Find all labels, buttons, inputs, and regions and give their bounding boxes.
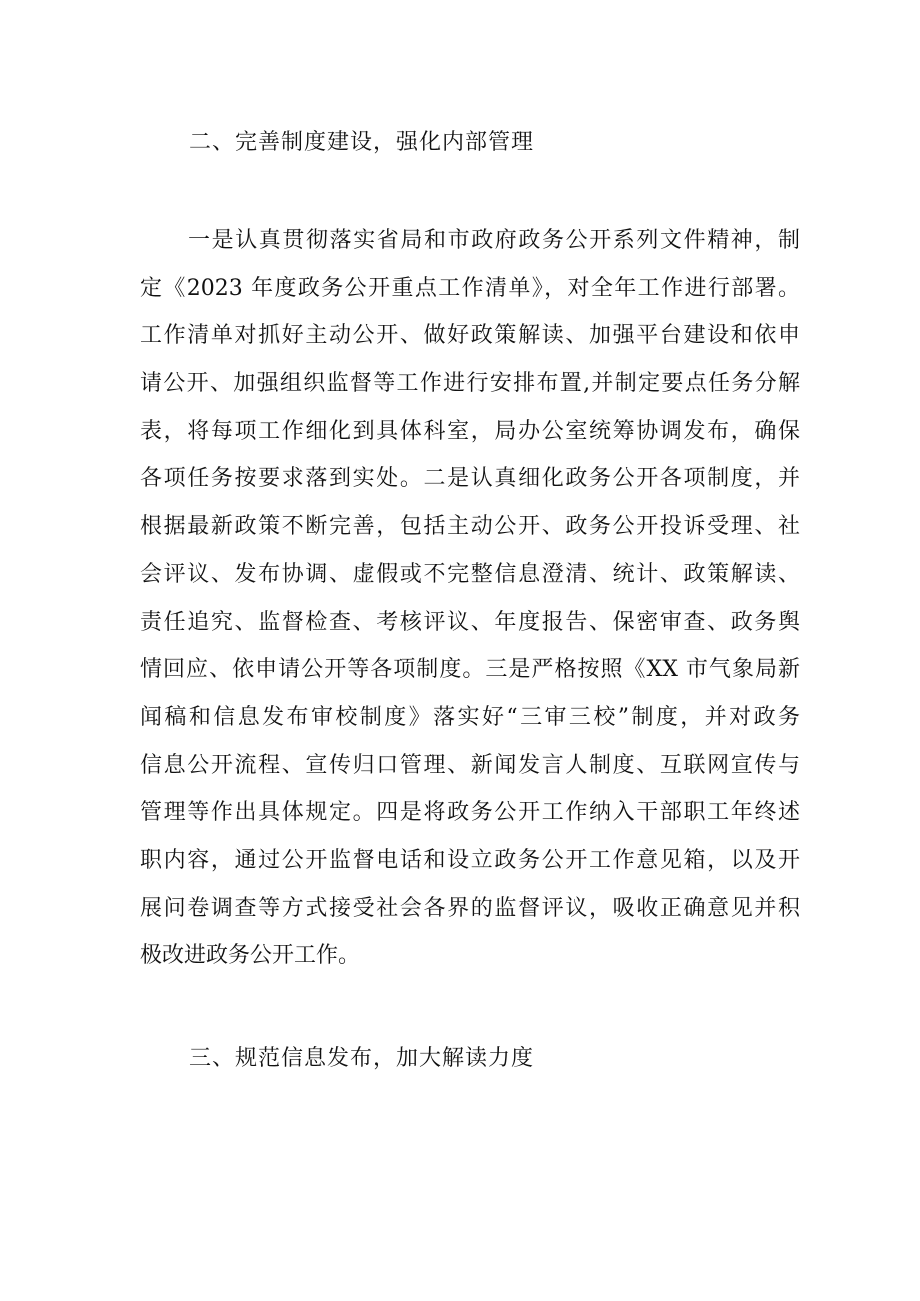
paragraph-line: 请公开、加强组织监督等工作进行安排布置,并制定要点任务分解: [140, 371, 800, 397]
section-2-heading: 二、完善制度建设，强化内部管理: [189, 130, 535, 155]
paragraph-line: 信息公开流程、宣传归口管理、新闻发言人制度、互联网宣传与: [140, 752, 800, 778]
section-2-paragraph: [140, 217, 800, 980]
section-3-heading: 三、规范信息发布，加大解读力度: [189, 1046, 535, 1071]
paragraph-line: 会评议、发布协调、虚假或不完整信息澄清、统计、政策解读、: [140, 561, 800, 587]
paragraph-line: 管理等作出具体规定。四是将政务公开工作纳入干部职工年终述: [140, 800, 800, 826]
paragraph-line: 根据最新政策不断完善，包括主动公开、政务公开投诉受理、社: [140, 514, 800, 540]
paragraph-line: 表，将每项工作细化到具体科室，局办公室统筹协调发布，确保: [140, 418, 800, 444]
paragraph-line: 展问卷调查等方式接受社会各界的监督评议，吸收正确意见并积: [140, 895, 800, 921]
paragraph-line: 闻稿和信息发布审校制度》落实好“三审三校”制度，并对政务: [140, 704, 800, 730]
paragraph-line: 职内容，通过公开监督电话和设立政务公开工作意见箱，以及开: [140, 847, 800, 873]
paragraph-line: 定《2023 年度政务公开重点工作清单》，对全年工作进行部署。: [140, 275, 800, 301]
paragraph-line: 极改进政务公开工作。: [140, 943, 361, 969]
paragraph-line: 一是认真贯彻落实省局和市政府政务公开系列文件精神，制: [188, 228, 800, 253]
paragraph-line: 各项任务按要求落到实处。二是认真细化政务公开各项制度，并: [140, 466, 800, 492]
paragraph-line: 情回应、依申请公开等各项制度。三是严格按照《XX 市气象局新: [140, 657, 800, 683]
paragraph-line: 责任追究、监督检查、考核评议、年度报告、保密审查、政务舆: [140, 609, 800, 635]
paragraph-line: 工作清单对抓好主动公开、做好政策解读、加强平台建设和依申: [140, 323, 800, 349]
